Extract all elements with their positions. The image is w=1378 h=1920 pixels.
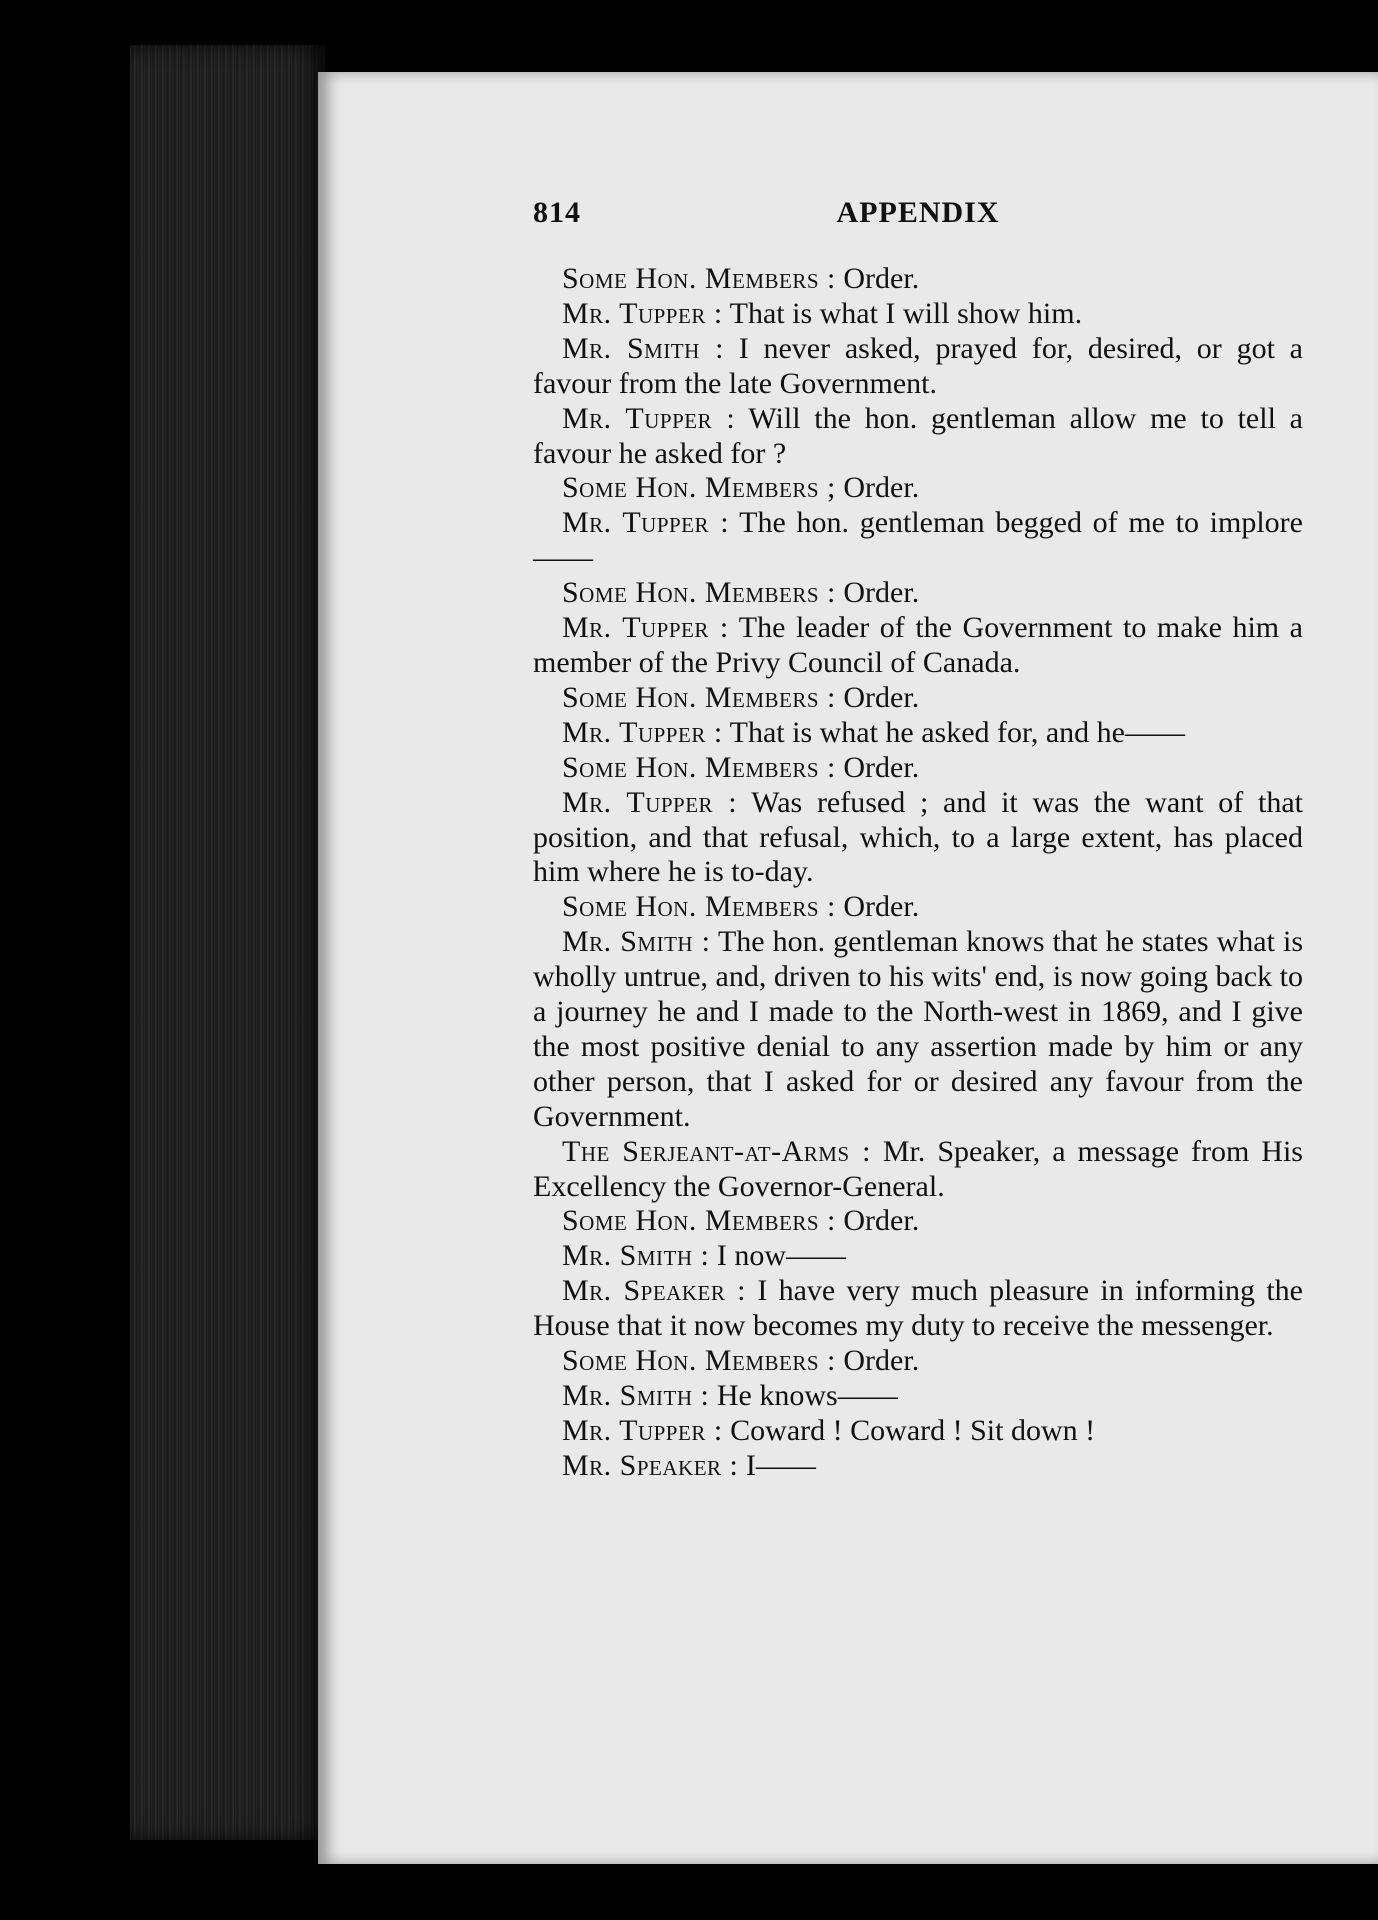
speech-text: Was refused ; and it was the want of that position, and that refusal, which, to a large extent, has placed him where he is to-day. xyxy=(533,785,1303,889)
speech-text: That is what he asked for, and he—— xyxy=(722,715,1185,749)
body-text xyxy=(533,262,1303,1484)
dialogue-paragraph xyxy=(533,716,1303,751)
dialogue-paragraph xyxy=(533,890,1303,925)
speech-text: Order. xyxy=(835,680,920,714)
speech-text: Mr. Speaker, a message from His Excellency the Governor-General. xyxy=(533,1134,1303,1203)
speech-text: That is what I will show him. xyxy=(722,296,1083,330)
speaker-name: Some Hon. Members : xyxy=(562,750,836,784)
speech-text: Order. xyxy=(835,262,920,295)
dialogue-paragraph xyxy=(533,1414,1303,1449)
dialogue-paragraph xyxy=(533,751,1303,786)
speech-text: Order. xyxy=(835,471,920,505)
speaker-name: The Serjeant-at-Arms : xyxy=(562,1134,871,1168)
speaker-name: Mr. Tupper : xyxy=(562,401,736,435)
speaker-name: Mr. Speaker : xyxy=(562,1274,746,1308)
speech-text: I—— xyxy=(738,1448,816,1482)
speech-text: Coward ! Coward ! Sit down ! xyxy=(722,1413,1096,1447)
speech-text: I never asked, prayed for, desired, or got a favour from the late Government. xyxy=(533,331,1303,400)
speaker-name: Some Hon. Members : xyxy=(562,576,836,610)
speech-text: Order. xyxy=(835,1204,920,1238)
speech-text: Order. xyxy=(835,890,920,924)
speech-text: Order. xyxy=(835,576,920,610)
dialogue-paragraph xyxy=(533,1239,1303,1274)
page-edges xyxy=(130,45,325,1840)
speech-text: Order. xyxy=(835,750,920,784)
page-number: 814 xyxy=(533,196,581,229)
dialogue-paragraph xyxy=(533,297,1303,332)
speaker-name: Some Hon. Members : xyxy=(562,262,836,295)
speaker-name: Mr. Smith : xyxy=(562,1379,710,1412)
dialogue-paragraph xyxy=(533,402,1303,472)
dialogue-paragraph xyxy=(533,611,1303,681)
speaker-name: Mr. Tupper : xyxy=(562,506,730,540)
dialogue-paragraph xyxy=(533,1344,1303,1379)
page-header xyxy=(533,196,1303,236)
speech-text: Order. xyxy=(835,1344,920,1378)
dialogue-paragraph xyxy=(533,786,1303,891)
dialogue-paragraph xyxy=(533,1204,1303,1239)
speaker-name: Mr. Tupper : xyxy=(562,785,738,819)
dialogue-paragraph xyxy=(533,262,1303,297)
speech-text: He knows—— xyxy=(709,1379,898,1412)
speech-text: The hon. gentleman begged of me to implore—— xyxy=(533,506,1303,575)
speech-text: The hon. gentleman knows that he states what is wholly untrue, and, driven to his wits' end, is now going back to a journey he and I made to the North-west in 1869, and I give the most positive denial to any assertion made by him or any other person, that I asked for or desired any favour from the Government. xyxy=(533,925,1303,1133)
dialogue-paragraph xyxy=(533,332,1303,402)
speaker-name: Mr. Tupper : xyxy=(562,715,723,749)
dialogue-paragraph xyxy=(533,925,1303,1134)
speaker-name: Some Hon. Members : xyxy=(562,1204,836,1238)
speaker-name: Mr. Tupper : xyxy=(562,1413,723,1447)
speech-text: The leader of the Government to make him a member of the Privy Council of Canada. xyxy=(533,611,1303,679)
speech-text: I now—— xyxy=(709,1239,847,1273)
speaker-name: Some Hon. Members : xyxy=(562,680,836,714)
speaker-name: Mr. Speaker : xyxy=(562,1448,739,1482)
speaker-name: Mr. Smith : xyxy=(562,1239,710,1273)
dialogue-paragraph xyxy=(533,576,1303,611)
dialogue-paragraph xyxy=(533,681,1303,716)
speaker-name: Some Hon. Members : xyxy=(562,1344,836,1378)
dialogue-paragraph xyxy=(533,1274,1303,1344)
speaker-name: Mr. Smith : xyxy=(562,331,724,365)
running-head: APPENDIX xyxy=(836,196,1000,229)
dialogue-paragraph xyxy=(533,506,1303,576)
dialogue-paragraph xyxy=(533,471,1303,506)
dialogue-paragraph xyxy=(533,1135,1303,1205)
speaker-name: Mr. Tupper : xyxy=(562,296,723,330)
speaker-name: Mr. Tupper : xyxy=(562,611,729,645)
dialogue-paragraph xyxy=(533,1449,1303,1484)
speaker-name: Some Hon. Members ; xyxy=(562,471,836,505)
dialogue-paragraph xyxy=(533,1379,1303,1414)
speech-text: I have very much pleasure in informing the House that it now becomes my duty to receive the messenger. xyxy=(533,1274,1303,1343)
speaker-name: Some Hon. Members : xyxy=(562,890,836,924)
speaker-name: Mr. Smith : xyxy=(562,925,711,959)
speech-text: Will the hon. gentleman allow me to tell a favour he asked for ? xyxy=(533,401,1303,470)
